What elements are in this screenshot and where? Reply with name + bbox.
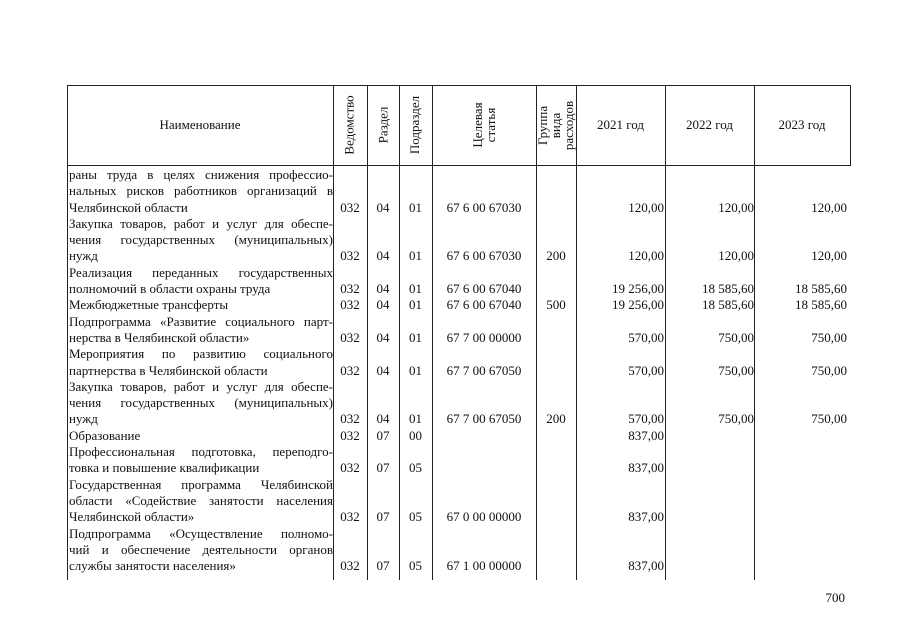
row-name — [69, 526, 333, 575]
header-razdel — [367, 85, 399, 165]
row-podrazdel: 01 — [409, 411, 422, 427]
table-row — [67, 379, 851, 428]
row-gruppa: 200 — [546, 248, 566, 264]
row-celevaya: 67 6 00 67040 — [446, 297, 522, 313]
row-2023: 18 585,60 — [795, 281, 847, 297]
row-name-line: полномочий в области охраны труда — [69, 281, 271, 297]
header-2022-label: 2022 год — [686, 117, 733, 132]
row-name-line: товка и повышение квалификации — [69, 460, 260, 476]
row-name — [69, 477, 333, 526]
row-podrazdel: 01 — [409, 362, 422, 378]
row-2021: 19 256,00 — [612, 297, 664, 313]
row-razdel: 04 — [376, 297, 390, 313]
row-2023: 750,00 — [811, 362, 847, 378]
row-name — [69, 346, 333, 379]
row-gruppa: 500 — [546, 297, 566, 313]
header-gruppa-line1: Группа вида — [535, 105, 564, 145]
row-razdel: 07 — [376, 509, 390, 525]
row-razdel: 04 — [376, 362, 390, 378]
header-celevaya-line1: Целевая — [470, 102, 485, 148]
header-2021-label: 2021 год — [597, 117, 644, 132]
row-podrazdel: 01 — [409, 297, 422, 313]
header-2022 — [665, 85, 754, 165]
header-2023 — [754, 85, 850, 165]
table-row — [67, 297, 851, 313]
row-vedomstvo: 032 — [340, 460, 360, 476]
header-gruppa-label — [537, 100, 576, 149]
row-name-line: нужд — [69, 411, 98, 427]
row-2022: 18 585,60 — [702, 281, 754, 297]
row-name-line: нужд — [69, 248, 98, 264]
col-border — [850, 85, 851, 165]
row-name-line: Образование — [69, 427, 141, 443]
row-name-line: нерства в Челябинской области» — [69, 329, 250, 345]
row-razdel: 04 — [376, 281, 390, 297]
table-row — [67, 477, 851, 526]
table-row — [67, 265, 851, 298]
row-vedomstvo: 032 — [340, 427, 360, 443]
table-row — [67, 428, 851, 444]
row-name-line: Челябинской области» — [69, 509, 195, 525]
row-name-line: нальных рисков работников организаций в — [69, 183, 333, 199]
row-celevaya: 67 6 00 67040 — [446, 281, 522, 297]
row-name-line: Межбюджетные трансферты — [69, 297, 229, 313]
row-vedomstvo: 032 — [340, 509, 360, 525]
row-name — [69, 297, 333, 313]
row-name — [69, 444, 333, 477]
row-podrazdel: 01 — [409, 199, 422, 215]
row-celevaya: 67 0 00 00000 — [446, 509, 522, 525]
budget-table — [67, 85, 851, 580]
header-2023-label: 2023 год — [778, 117, 826, 132]
row-2023: 120,00 — [811, 199, 847, 215]
header-vedomstvo — [333, 85, 367, 165]
row-name-line: Реализация переданных государственных — [69, 264, 333, 280]
row-celevaya: 67 6 00 67030 — [446, 248, 522, 264]
header-name-label: Наименование — [159, 117, 241, 132]
header-gruppa — [536, 85, 576, 165]
header-podrazdel-label: Подраздел — [407, 95, 423, 155]
row-podrazdel: 01 — [409, 248, 422, 264]
row-2023: 750,00 — [811, 329, 847, 345]
row-podrazdel: 05 — [409, 460, 422, 476]
row-razdel: 07 — [376, 427, 390, 443]
header-name — [67, 85, 333, 165]
row-2022: 750,00 — [718, 411, 754, 427]
row-2021: 120,00 — [628, 199, 664, 215]
row-name — [69, 167, 333, 216]
row-celevaya: 67 6 00 67030 — [446, 199, 522, 215]
row-name-line: чения государственных (муниципальных) — [69, 232, 333, 248]
row-celevaya: 67 1 00 00000 — [446, 558, 522, 574]
row-2022: 120,00 — [718, 199, 754, 215]
row-razdel: 07 — [376, 558, 390, 574]
row-name — [69, 428, 333, 444]
row-name-line: Государственная программа Челябинской — [69, 476, 333, 492]
row-vedomstvo: 032 — [340, 297, 360, 313]
row-name-line: партнерства в Челябинской области — [69, 362, 268, 378]
row-2021: 837,00 — [628, 427, 664, 443]
row-celevaya: 67 7 00 67050 — [446, 411, 522, 427]
row-name-line: Подпрограмма «Осуществление полномо- — [69, 525, 333, 541]
row-name-line: области «Содействие занятости населения — [69, 492, 333, 508]
table-row — [67, 314, 851, 347]
row-razdel: 04 — [376, 248, 390, 264]
header-bottom-border — [67, 165, 851, 166]
row-celevaya: 67 7 00 67050 — [446, 362, 522, 378]
row-2021: 19 256,00 — [612, 281, 664, 297]
row-vedomstvo: 032 — [340, 558, 360, 574]
row-vedomstvo: 032 — [340, 329, 360, 345]
row-2021: 120,00 — [628, 248, 664, 264]
row-name-line: Челябинской области — [69, 199, 188, 215]
header-2021 — [576, 85, 665, 165]
row-vedomstvo: 032 — [340, 411, 360, 427]
row-name-line: Закупка товаров, работ и услуг для обеспе- — [69, 378, 333, 394]
table-row — [67, 444, 851, 477]
header-gruppa-line2: расходов — [561, 100, 577, 150]
row-razdel: 04 — [376, 411, 390, 427]
row-name — [69, 265, 333, 298]
row-2022: 18 585,60 — [702, 297, 754, 313]
page-number: 700 — [825, 590, 845, 605]
row-name — [69, 314, 333, 347]
row-vedomstvo: 032 — [340, 362, 360, 378]
row-2023: 18 585,60 — [795, 297, 847, 313]
header-celevaya-line2: статья — [483, 107, 498, 143]
row-razdel: 04 — [376, 199, 390, 215]
row-2021: 837,00 — [628, 460, 664, 476]
row-podrazdel: 01 — [409, 329, 422, 345]
row-2021: 837,00 — [628, 558, 664, 574]
row-razdel: 04 — [376, 329, 390, 345]
row-name-line: Закупка товаров, работ и услуг для обеспе- — [69, 215, 333, 231]
table-row — [67, 526, 851, 575]
row-name — [69, 379, 333, 428]
row-name-line: службы занятости населения» — [69, 558, 236, 574]
row-celevaya: 67 7 00 00000 — [446, 329, 522, 345]
table-row — [67, 216, 851, 265]
row-2023: 750,00 — [811, 411, 847, 427]
row-podrazdel: 01 — [409, 281, 422, 297]
row-2021: 837,00 — [628, 509, 664, 525]
row-name-line: чий и обеспечение деятельности органов — [69, 541, 333, 557]
row-gruppa: 200 — [546, 411, 566, 427]
row-vedomstvo: 032 — [340, 281, 360, 297]
row-name-line: Мероприятия по развитию социального — [69, 346, 333, 362]
row-podrazdel: 05 — [409, 509, 422, 525]
row-2022: 120,00 — [718, 248, 754, 264]
row-2021: 570,00 — [628, 411, 664, 427]
row-podrazdel: 05 — [409, 558, 422, 574]
header-celevaya — [432, 85, 536, 165]
row-2023: 120,00 — [811, 248, 847, 264]
header-celevaya-label — [471, 85, 497, 165]
header-podrazdel — [399, 85, 432, 165]
row-name-line: раны труда в целях снижения профессио- — [69, 167, 333, 182]
row-name-line: Профессиональная подготовка, переподго- — [69, 444, 333, 460]
row-name-line: чения государственных (муниципальных) — [69, 395, 333, 411]
header-vedomstvo-label: Ведомство — [342, 95, 357, 155]
row-2022: 750,00 — [718, 362, 754, 378]
row-podrazdel: 00 — [409, 427, 422, 443]
row-razdel: 07 — [376, 460, 390, 476]
row-name — [69, 216, 333, 265]
row-vedomstvo: 032 — [340, 199, 360, 215]
row-2021: 570,00 — [628, 329, 664, 345]
header-razdel-label: Раздел — [375, 106, 390, 144]
row-2022: 750,00 — [718, 329, 754, 345]
table-row — [67, 346, 851, 379]
table-row — [67, 167, 851, 216]
row-2021: 570,00 — [628, 362, 664, 378]
row-name-line: Подпрограмма «Развитие социального парт- — [69, 313, 333, 329]
row-vedomstvo: 032 — [340, 248, 360, 264]
